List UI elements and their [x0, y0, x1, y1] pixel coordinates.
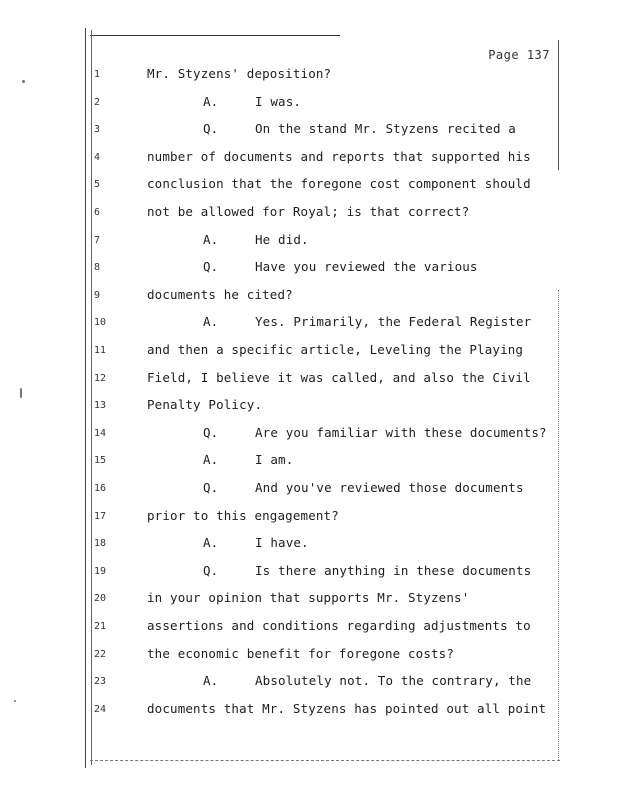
line-text — [203, 94, 301, 109]
speaker-label: Q. — [203, 259, 219, 275]
line-text — [203, 259, 478, 274]
line-text — [203, 563, 531, 578]
line-text — [147, 287, 293, 302]
line-body: number of documents and reports that supported his — [147, 148, 531, 164]
speaker-label: A. — [203, 231, 219, 247]
line-number: 5 — [94, 179, 101, 191]
line-number: 6 — [94, 207, 101, 218]
line-body: He did. — [255, 231, 309, 247]
line-number: 2 — [94, 96, 101, 108]
top-rule — [90, 35, 340, 36]
line-number: 1 — [94, 69, 101, 80]
right-margin-rule — [558, 40, 559, 170]
line-number: 15 — [94, 455, 107, 467]
line-body: On the stand Mr. Styzens recited a — [255, 121, 516, 137]
speaker-label: Q. — [203, 121, 219, 137]
line-body: documents that Mr. Styzens has pointed out all point — [147, 700, 547, 716]
line-body: and then a specific article, Leveling the Playing — [147, 342, 524, 357]
line-body: Absolutely not. To the contrary, the — [255, 673, 532, 689]
line-text — [203, 425, 547, 440]
line-number: 4 — [94, 151, 101, 163]
line-text — [147, 618, 531, 633]
left-margin-rule — [85, 28, 86, 768]
line-body: in your opinion that supports Mr. Styzens' — [147, 590, 470, 606]
line-text — [147, 204, 469, 219]
line-text — [147, 66, 331, 81]
speaker-label: A. — [203, 314, 219, 330]
left-margin-rule-inner — [91, 30, 92, 765]
speaker-label: A. — [203, 93, 219, 109]
speaker-label: A. — [203, 452, 219, 468]
line-number: 14 — [94, 427, 107, 439]
line-text — [147, 646, 454, 661]
bottom-rule — [90, 760, 560, 761]
line-text — [203, 232, 309, 247]
line-body: Field, I believe it was called, and also the Civil — [147, 369, 531, 385]
line-number: 9 — [94, 289, 101, 301]
line-text — [203, 314, 531, 329]
line-body: I have. — [255, 535, 309, 551]
line-text — [147, 176, 531, 191]
line-body: not be allowed for Royal; is that correct? — [147, 204, 470, 219]
line-text — [147, 508, 339, 523]
line-number: 8 — [94, 262, 101, 274]
line-body: documents he cited? — [147, 286, 293, 302]
line-text — [147, 397, 262, 412]
line-body: prior to this engagement? — [147, 507, 339, 523]
line-body: I am. — [255, 452, 294, 468]
line-text — [203, 673, 531, 688]
line-text — [203, 535, 309, 550]
speaker-label: A. — [203, 535, 219, 551]
line-number: 7 — [94, 234, 101, 246]
line-number: 17 — [94, 510, 107, 522]
line-body: Mr. Styzens' deposition? — [147, 66, 332, 81]
line-number: 18 — [94, 538, 107, 550]
right-margin-rule-dotted — [558, 290, 559, 760]
line-number: 21 — [94, 621, 107, 632]
line-text — [203, 452, 293, 467]
line-number: 10 — [94, 317, 107, 329]
scan-speck — [22, 80, 25, 83]
line-body: Yes. Primarily, the Federal Register — [255, 314, 532, 330]
line-text — [147, 370, 531, 385]
line-number: 23 — [94, 676, 107, 688]
line-number: 3 — [94, 124, 101, 136]
line-number: 11 — [94, 345, 107, 356]
line-number: 12 — [94, 372, 107, 384]
line-text — [147, 590, 469, 605]
line-body: Penalty Policy. — [147, 397, 263, 413]
scan-speck — [14, 700, 16, 702]
speaker-label: Q. — [203, 480, 219, 495]
page-number: Page 137 — [488, 48, 550, 62]
line-text — [147, 342, 523, 357]
line-text — [147, 701, 546, 716]
line-number: 24 — [94, 703, 107, 715]
line-body: assertions and conditions regarding adjustments to — [147, 618, 531, 633]
line-body: Have you reviewed the various — [255, 259, 478, 275]
line-body: And you've reviewed those documents — [255, 480, 524, 495]
line-text — [147, 149, 531, 164]
line-body: conclusion that the foregone cost component should — [147, 176, 531, 192]
scan-speck — [20, 388, 22, 398]
speaker-label: Q. — [203, 562, 219, 578]
line-body: Is there anything in these documents — [255, 562, 532, 578]
line-body: I was. — [255, 93, 302, 109]
line-body: Are you familiar with these documents? — [255, 424, 547, 440]
line-text — [203, 121, 516, 136]
line-number: 22 — [94, 648, 107, 660]
line-body: the economic benefit for foregone costs? — [147, 645, 455, 661]
line-text — [203, 480, 524, 495]
line-number: 20 — [94, 593, 107, 605]
line-number: 16 — [94, 483, 107, 494]
line-number: 13 — [94, 400, 107, 412]
speaker-label: A. — [203, 673, 219, 689]
speaker-label: Q. — [203, 424, 219, 440]
line-number: 19 — [94, 565, 107, 577]
